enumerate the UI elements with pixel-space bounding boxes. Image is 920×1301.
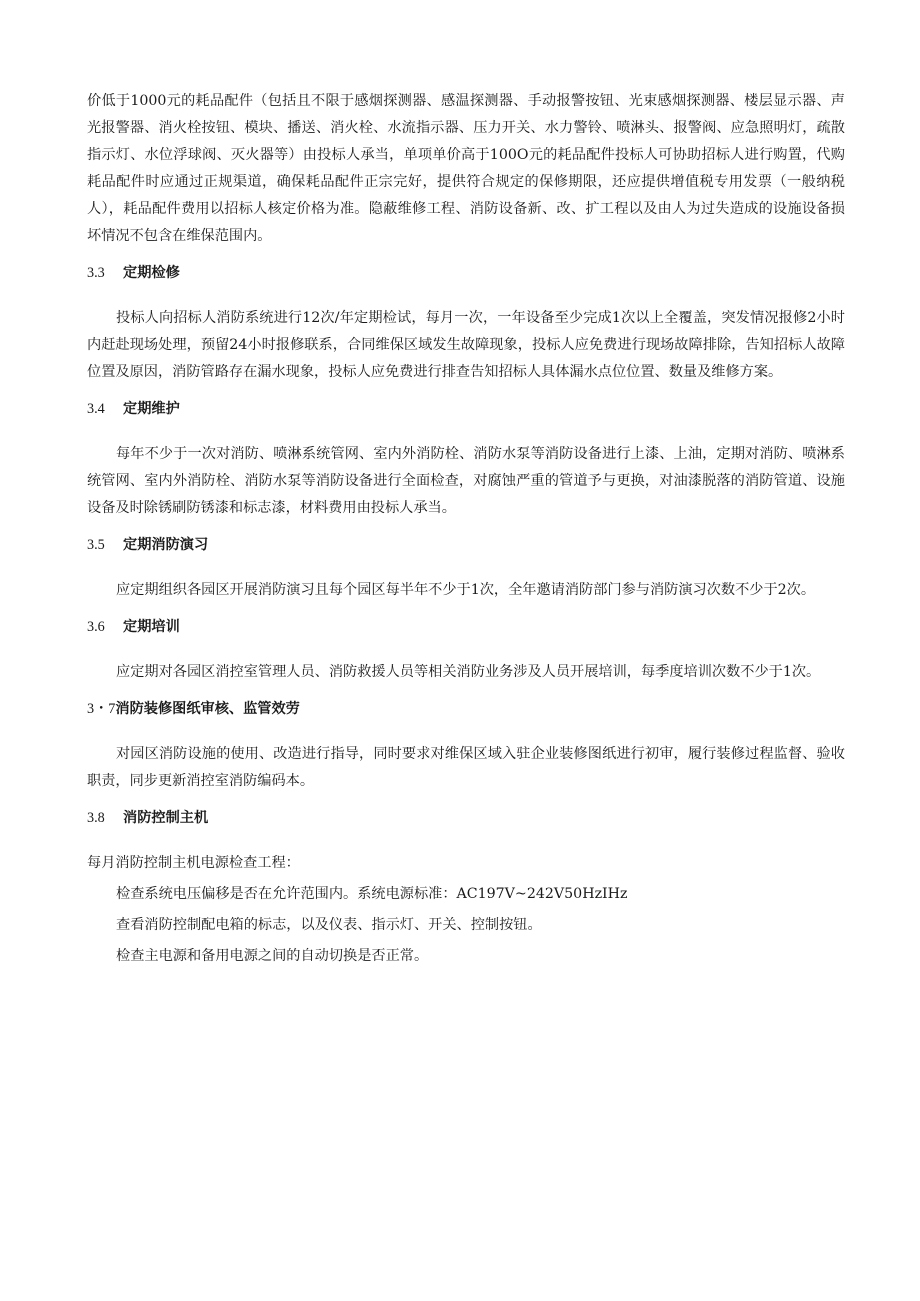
- section-heading-3-7: [87, 696, 845, 723]
- power-check-item: 检查系统电压偏移是否在允许范围内。系统电源标准：AC197V~242V50HzIHz: [116, 886, 628, 902]
- section-body-3-7: 对园区消防设施的使用、改造进行指导，同时要求对维保区域入驻企业装修图纸进行初审，履行装修过程监督、验收职责，同步更新消控室消防编码本。: [87, 746, 845, 789]
- section-title: 定期培训: [123, 619, 180, 635]
- power-check-item: 查看消防控制配电箱的标志，以及仪表、指示灯、开关、控制按钮。: [116, 917, 542, 933]
- section-title: 定期检修: [123, 265, 180, 281]
- section-heading-3-4: [87, 396, 845, 423]
- intro-paragraph: 价低于1000元的耗品配件（包括且不限于感烟探测器、感温探测器、手动报警按钮、光束感烟探测器、楼层显示器、声光报警器、消火栓按钮、模块、播送、消火栓、水流指示器、压力开关、水力警铃、喷淋头、报警阀、应急照明灯，疏散指示灯、水位浮球阀、灭火器等）由投标人承当，单项单价高于100O元的耗品配件投标人可协助招标人进行购置，代购耗品配件时应通过正规渠道，确保耗品配件正宗完好，提供符合规定的保修期限，还应提供增值税专用发票（一般纳税人），耗品配件费用以招标人核定价格为准。隐蔽维修工程、消防设备新、改、扩工程以及由人为过失造成的设施设备损坏情况不包含在维保范围内。: [87, 93, 845, 244]
- section-number: 3.8: [87, 810, 105, 826]
- power-check-lead: 每月消防控制主机电源检查工程：: [87, 855, 300, 871]
- document-page: [87, 88, 845, 970]
- section-number: 3.6: [87, 619, 105, 635]
- section-heading-3-5: [87, 532, 845, 559]
- section-title: 消防装修图纸审核、监管效劳: [115, 701, 300, 717]
- section-heading-3-8: [87, 805, 845, 832]
- section-heading-3-6: [87, 614, 845, 641]
- section-body-3-3: 投标人向招标人消防系统进行12次/年定期检试，每月一次，一年设备至少完成1次以上全覆盖，突发情况报修2小时内赶赴现场处理，预留24小时报修联系，合同维保区域发生故障现象，投标人应免费进行现场故障排除，告知招标人故障位置及原因，消防管路存在漏水现象，投标人应免费进行排查告知招标人具体漏水点位位置、数量及维修方案。: [87, 310, 845, 380]
- section-number: 3.4: [87, 401, 105, 417]
- section-number: 3・7: [87, 701, 116, 717]
- section-heading-3-3: [87, 260, 845, 287]
- section-body-3-4: 每年不少于一次对消防、喷淋系统管网、室内外消防栓、消防水泵等消防设备进行上漆、上油，定期对消防、喷淋系统管网、室内外消防栓、消防水泵等消防设备进行全面检查，对腐蚀严重的管道予与更换，对油漆脱落的消防管道、设施设备及时除锈刷防锈漆和标志漆，材料费用由投标人承当。: [87, 446, 845, 516]
- section-title: 消防控制主机: [123, 810, 209, 826]
- section-title: 定期消防演习: [123, 537, 209, 553]
- section-number: 3.5: [87, 537, 105, 553]
- section-body-3-6: 应定期对各园区消控室管理人员、消防救援人员等相关消防业务涉及人员开展培训，每季度培训次数不少于1次。: [116, 664, 821, 680]
- section-number: 3.3: [87, 265, 105, 281]
- section-body-3-5: 应定期组织各园区开展消防演习且每个园区每半年不少于1次，全年邀请消防部门参与消防演习次数不少于2次。: [116, 582, 816, 598]
- section-title: 定期维护: [123, 401, 180, 417]
- power-check-item: 检查主电源和备用电源之间的自动切换是否正常。: [116, 948, 429, 964]
